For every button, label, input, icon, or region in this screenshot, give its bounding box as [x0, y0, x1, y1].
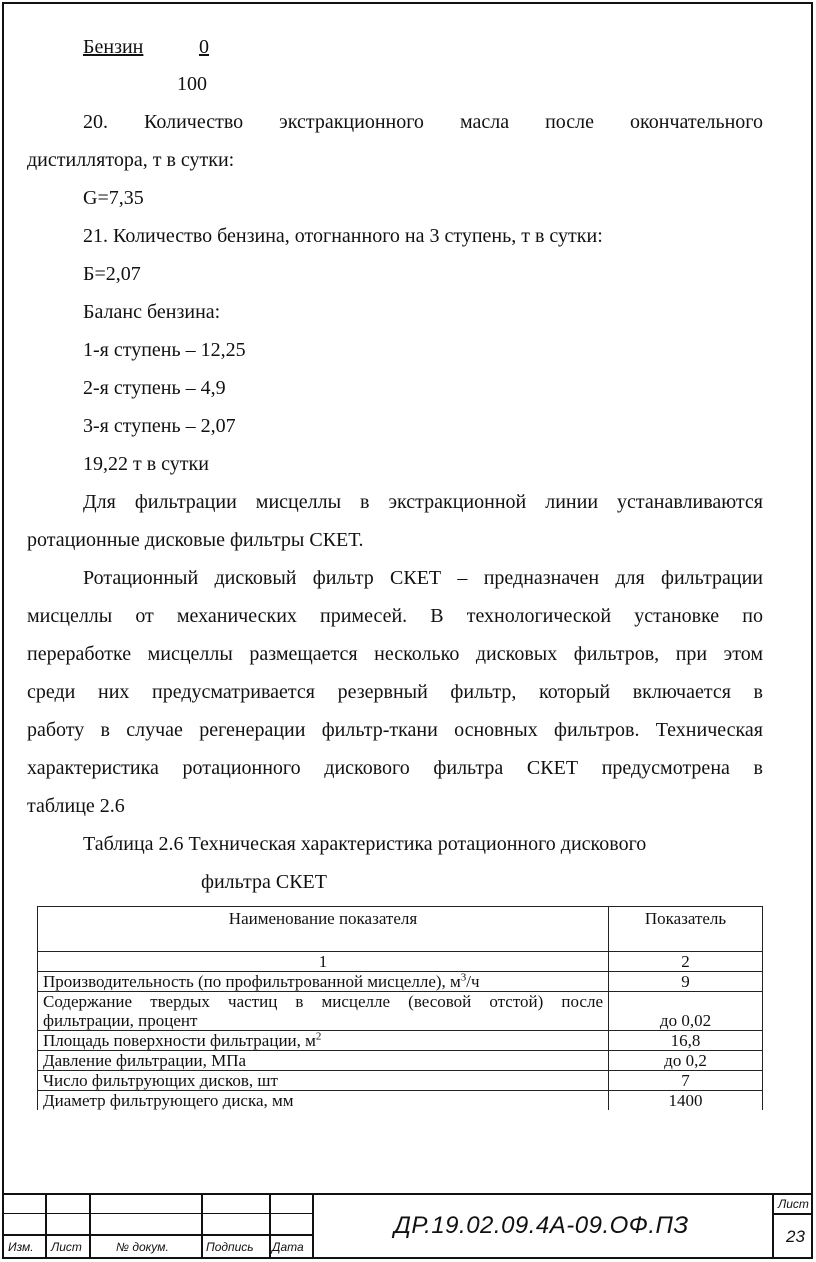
title-block-row-2	[2, 1234, 312, 1236]
row-value: 16,8	[609, 1031, 763, 1051]
benzin-total: 100	[177, 73, 207, 95]
title-block-top-border	[2, 1193, 813, 1195]
b-value: Б=2,07	[83, 263, 141, 285]
paragraph-2-line-3: переработке мисцеллы размещается несколько дисковых фильтров, при этом	[27, 643, 763, 665]
paragraph-2-line-4: среди них предусматривается резервный фильтр, который включается в	[27, 681, 763, 703]
row-value: 7	[609, 1071, 763, 1091]
col-divider	[201, 1193, 203, 1259]
label-doc-number: № докум.	[116, 1240, 169, 1254]
paragraph-2-line-1: Ротационный дисковый фильтр СКЕТ – предназначен для фильтрации	[83, 567, 763, 589]
paragraph-2-line-6: характеристика ротационного дискового фильтра СКЕТ предусмотрена в	[27, 757, 763, 779]
g-value: G=7,35	[83, 187, 144, 209]
total-line: 19,22 т в сутки	[83, 453, 209, 475]
paragraph-2-line-7: таблице 2.6	[27, 795, 125, 817]
label-izm: Изм.	[8, 1240, 34, 1254]
label-date: Дата	[272, 1240, 304, 1254]
table-caption-line-1: Таблица 2.6 Техническая характеристика ротационного дискового	[83, 833, 647, 855]
sheet-label: Лист	[778, 1197, 809, 1211]
table-row	[38, 1091, 763, 1111]
table-row	[38, 1031, 763, 1051]
table-row	[38, 1051, 763, 1071]
item-20-line-1: 20. Количество экстракционного масла после окончательного	[83, 111, 763, 133]
title-block	[2, 1193, 813, 1259]
row-name: Производительность (по профильтрованной мисцелле), $м^3/ч$	[38, 972, 609, 992]
table-caption-line-2: фильтра СКЕТ	[201, 871, 327, 893]
row-name: Площадь поверхности фильтрации, $м^2$	[38, 1031, 609, 1051]
label-list: Лист	[51, 1240, 82, 1254]
col-divider	[312, 1193, 314, 1259]
table-row	[38, 972, 763, 992]
sheet-cell-divider	[772, 1213, 813, 1215]
header-value: Показатель	[609, 907, 763, 952]
label-signature: Подпись	[206, 1240, 254, 1254]
row-name: Диаметр фильтрующего диска, мм	[38, 1091, 609, 1111]
row-value: 1400	[609, 1091, 763, 1111]
col-number-1: 1	[38, 952, 609, 972]
spec-table	[37, 906, 763, 1110]
table-number-row	[38, 952, 763, 972]
row-name: Давление фильтрации, МПа	[38, 1051, 609, 1071]
col-divider	[45, 1193, 47, 1259]
item-20-line-2: дистиллятора, т в сутки:	[27, 149, 235, 171]
table-row	[38, 992, 763, 1031]
paragraph-1-line-1: Для фильтрации мисцеллы в экстракционной линии устанавливаются	[83, 491, 763, 513]
col-divider	[89, 1193, 91, 1259]
title-block-row-1	[2, 1213, 312, 1214]
paragraph-1-line-2: ротационные дисковые фильтры СКЕТ.	[27, 529, 364, 551]
paragraph-2-line-2: мисцеллы от механических примесей. В технологической установке по	[27, 605, 763, 627]
benzin-label: Бензин	[83, 36, 144, 58]
balance-title: Баланс бензина:	[83, 301, 221, 323]
item-21: 21. Количество бензина, отогнанного на 3 ступень, т в сутки:	[83, 225, 603, 247]
row-value: до 0,2	[609, 1051, 763, 1071]
row-name: Число фильтрующих дисков, шт	[38, 1071, 609, 1091]
paragraph-2-line-5: работу в случае регенерации фильтр-ткани основных фильтров. Техническая	[27, 719, 763, 741]
row-name: Содержание твердых частиц в мисцелле (весовой отстой) после фильтрации, процент	[38, 992, 609, 1031]
stage-1: 1-я ступень – 12,25	[83, 339, 246, 361]
sheet-number: 23	[786, 1227, 805, 1246]
col-number-2: 2	[609, 952, 763, 972]
stage-3: 3-я ступень – 2,07	[83, 415, 236, 437]
row-value: 9	[609, 972, 763, 992]
benzin-value: 0	[199, 36, 209, 58]
stage-2: 2-я ступень – 4,9	[83, 377, 226, 399]
document-code: ДР.19.02.09.4А-09.ОФ.ПЗ	[394, 1212, 689, 1239]
col-divider	[772, 1193, 774, 1259]
table-header-row	[38, 907, 763, 952]
table-row	[38, 1071, 763, 1091]
header-name: Наименование показателя	[38, 907, 609, 952]
row-value: до 0,02	[609, 992, 763, 1031]
col-divider	[269, 1193, 271, 1259]
